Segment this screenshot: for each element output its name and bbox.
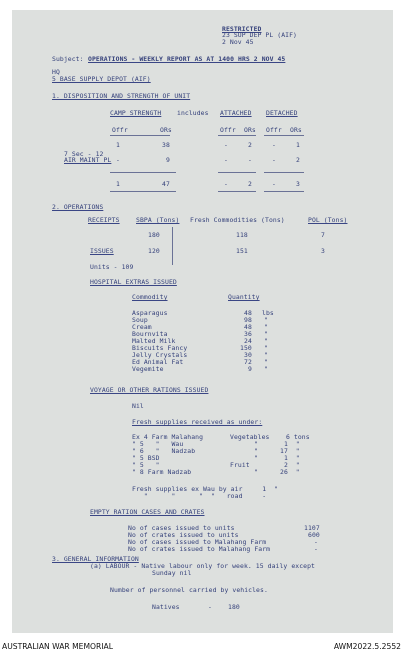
row1-ors: 38: [162, 141, 170, 149]
rule: [110, 135, 170, 136]
labour-line-2: Sunday nil: [152, 569, 192, 577]
list-item: No of crates issued to Malahang Farm: [128, 545, 271, 553]
list-item: Vegemite: [132, 365, 164, 373]
receipts-pol: 7: [321, 231, 325, 239]
voyage-rations-value: Nil: [132, 402, 144, 410]
list-item: ": [254, 447, 258, 455]
total-att-offr: -: [224, 180, 228, 188]
total-ors: 47: [162, 180, 170, 188]
list-item: 24: [244, 337, 252, 345]
col-quantity: Quantity: [228, 293, 260, 301]
list-item: ": [254, 454, 258, 462]
section-1-title: 1. DISPOSITION AND STRENGTH OF UNIT: [52, 92, 191, 100]
report-date: 2 Nov 45: [222, 38, 254, 46]
issues-sbpa: 120: [148, 247, 160, 255]
units-count: Units - 109: [90, 263, 134, 271]
rule: [264, 135, 304, 136]
rule: [264, 172, 304, 173]
section-3-title: 3. GENERAL INFORMATION: [52, 555, 139, 563]
list-item: 1 ": [284, 440, 300, 448]
rule: [218, 172, 256, 173]
col-detached: DETACHED: [266, 109, 298, 117]
fresh-supplies-title: Fresh supplies received as under:: [132, 418, 263, 426]
rule: [110, 172, 176, 173]
natives-dash: -: [208, 603, 212, 611]
list-item: ": [254, 468, 258, 476]
list-item: lbs: [262, 309, 274, 317]
archive-footer: [0, 641, 403, 653]
unit-designation: 23 SUP DEP PL (AIF): [222, 31, 298, 39]
classification-marking: RESTRICTED: [222, 25, 262, 33]
natives-label: Natives: [152, 603, 180, 611]
list-item: " 5 BSD: [132, 454, 160, 462]
list-item: 36: [244, 330, 252, 338]
column-divider: [172, 227, 173, 265]
list-item: Biscuits Fancy: [132, 344, 188, 352]
col-camp-strength: CAMP STRENGTH: [110, 109, 162, 117]
list-item: ": [254, 440, 258, 448]
subject-text: OPERATIONS - WEEKLY REPORT AS AT 1400 HRS 2 NOV 45: [88, 55, 286, 63]
archive-name: AUSTRALIAN WAR MEMORIAL: [2, 642, 113, 651]
list-item: Ex 4 Farm Malahang: [132, 433, 204, 441]
fresh-by-air: Fresh supplies ex Wau by air 1 ": [132, 485, 279, 493]
col-attached: ATTACHED: [220, 109, 252, 117]
row2-label-a: 7 Sec - 12: [64, 150, 104, 158]
list-item: 6 tons: [286, 433, 310, 441]
hdr-att-offr: Offr: [220, 126, 236, 134]
col-includes: includes: [177, 109, 209, 117]
list-item: " 5 ": [132, 461, 160, 469]
hdr-pol: POL (Tons): [308, 216, 348, 224]
archive-reference: AWM2022.5.2552: [333, 642, 401, 651]
voyage-rations-title: VOYAGE OR OTHER RATIONS ISSUED: [90, 386, 209, 394]
list-item: No of cases issued to Malahang Farm: [128, 538, 267, 546]
labour-line-1: (a) LABOUR - Native labour only for week. 15 daily except: [90, 562, 316, 570]
section-2-title: 2. OPERATIONS: [52, 203, 104, 211]
list-item: 48: [244, 323, 252, 331]
rule: [264, 191, 304, 192]
personnel-carried: Number of personnel carried by vehicles.: [110, 586, 268, 594]
list-item: 9: [248, 365, 252, 373]
hospital-extras-title: HOSPITAL EXTRAS ISSUED: [90, 278, 177, 286]
list-item: 72: [244, 358, 252, 366]
list-item: 26 ": [280, 468, 300, 476]
row2-offr: -: [116, 156, 120, 164]
row2-det-ors: 2: [296, 156, 300, 164]
subject-label: Subject:: [52, 55, 84, 63]
rule: [110, 191, 176, 192]
addressee-line: 5 BASE SUPPLY DEPOT (AIF): [52, 75, 151, 83]
total-att-ors: 2: [248, 180, 252, 188]
receipts-fresh: 118: [236, 231, 248, 239]
list-item: 600: [308, 531, 320, 539]
fresh-by-road: " " " " road -: [132, 492, 267, 500]
hdr-ors: ORs: [160, 126, 172, 134]
issues-label: ISSUES: [90, 247, 114, 255]
hq-line: HQ: [52, 68, 60, 76]
row1-det-ors: 1: [296, 141, 300, 149]
list-item: ": [264, 337, 268, 345]
list-item: " 6 " Nadzab: [132, 447, 196, 455]
list-item: Bournvita: [132, 330, 168, 338]
list-item: Cream: [132, 323, 152, 331]
col-commodity: Commodity: [132, 293, 168, 301]
list-item: 17 ": [280, 447, 300, 455]
list-item: ": [264, 351, 268, 359]
hdr-sbpa: SBPA (Tons): [136, 216, 180, 224]
rule: [218, 191, 256, 192]
list-item: -: [314, 538, 318, 546]
row1-det-offr: -: [272, 141, 276, 149]
hdr-det-ors: ORs: [290, 126, 302, 134]
list-item: ": [264, 323, 268, 331]
list-item: 1 ": [284, 454, 300, 462]
hdr-fresh: Fresh Commodities (Tons): [190, 216, 285, 224]
list-item: ": [264, 316, 268, 324]
list-item: ": [264, 358, 268, 366]
hdr-receipts: RECEIPTS: [88, 216, 120, 224]
row1-offr: 1: [116, 141, 120, 149]
row1-att-ors: 2: [248, 141, 252, 149]
list-item: " 5 " Wau: [132, 440, 184, 448]
row2-ors: 9: [166, 156, 170, 164]
list-item: 48: [244, 309, 252, 317]
receipts-sbpa: 180: [148, 231, 160, 239]
row2-att-ors: -: [248, 156, 252, 164]
total-offr: 1: [116, 180, 120, 188]
list-item: Soup: [132, 316, 148, 324]
list-item: 98: [244, 316, 252, 324]
list-item: ": [264, 365, 268, 373]
list-item: 2 ": [284, 461, 300, 469]
list-item: 1107: [304, 524, 320, 532]
row1-att-offr: -: [224, 141, 228, 149]
total-det-offr: -: [272, 180, 276, 188]
list-item: Malted Milk: [132, 337, 176, 345]
list-item: No of crates issued to units: [128, 531, 239, 539]
list-item: 150: [240, 344, 252, 352]
empty-cases-title: EMPTY RATION CASES AND CRATES: [90, 508, 205, 516]
list-item: Ed Animal Fat: [132, 358, 184, 366]
list-item: No of cases issued to units: [128, 524, 235, 532]
issues-fresh: 151: [236, 247, 248, 255]
list-item: ": [264, 330, 268, 338]
hdr-att-ors: ORs: [244, 126, 256, 134]
list-item: -: [314, 545, 318, 553]
natives-value: 180: [228, 603, 240, 611]
list-item: 30: [244, 351, 252, 359]
list-item: ": [264, 344, 268, 352]
hdr-det-offr: Offr: [266, 126, 282, 134]
hdr-offr: Offr: [112, 126, 128, 134]
row2-label-b: AIR MAINT PL: [64, 156, 112, 164]
rule: [218, 135, 256, 136]
row2-det-offr: -: [272, 156, 276, 164]
total-det-ors: 3: [296, 180, 300, 188]
list-item: " 8 Farm Nadzab: [132, 468, 192, 476]
list-item: Jelly Crystals: [132, 351, 188, 359]
row2-att-offr: -: [224, 156, 228, 164]
issues-pol: 3: [321, 247, 325, 255]
list-item: Fruit: [230, 461, 250, 469]
list-item: Vegetables: [230, 433, 270, 441]
list-item: Asparagus: [132, 309, 168, 317]
